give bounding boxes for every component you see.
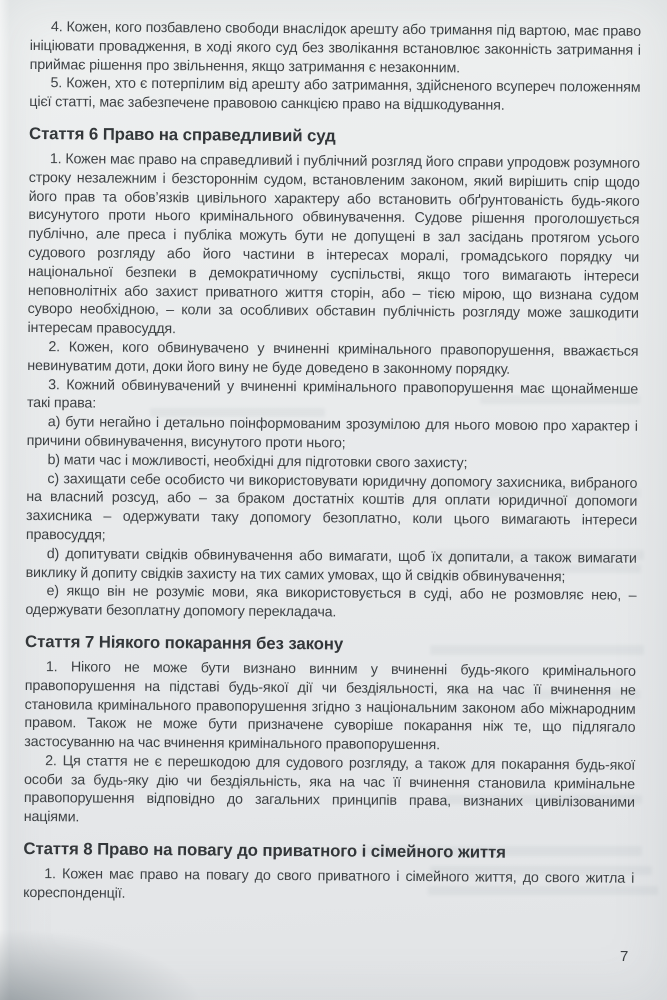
article-6-heading: Стаття 6 Право на справедливий суд <box>29 123 336 146</box>
article-8-paragraph-1: 1. Кожен має право на повагу до свого приватного і сімейного життя, до свого житла і кореспонденції. <box>23 866 635 902</box>
article-6-item-b: b) мати час і можливості, необхідні для підготовки свого захисту; <box>47 451 468 472</box>
article-6-paragraph-1: 1. Кожен має право на справедливий і публічний розгляд його справи упродовж розумного строку незалежним і безстороннім судом, встановленим законом, який вирішить спір щодо його прав та обов’язків цивільного характеру або встановить обґрунтованість будь-якого висунутого проти нього кримінального обвинувачення. Судове рішення проголошується публічно, але преса і публіка можуть бути не допущені в зал засідань протягом усього судового розгляду або його частини в інтересах моралі, громадського порядку чи національної безпеки в демократичному суспільстві, якщо того вимагають інтереси неповнолітніх або захист приватного життя сторін, або – тією мірою, що визнана судом суворо необхідною, – коли за особливих обставин публічність розгляду може зашкодити інтересам правосуддя. <box>27 151 640 338</box>
article-6-paragraph-2: 2. Кожен, кого обвинувачено у вчиненні кримінального правопорушення, вважається невинуватим доти, доки його вину не буде доведено в законному порядку. <box>27 339 639 378</box>
article-6-item-e: e) якщо він не розуміє мови, яка використовується в суді, або не розмовляє нею, – одержувати безоплатну допомогу перекладача. <box>25 583 637 621</box>
article-5-paragraph-5: 5. Кожен, хто є потерпілим від арешту або затримання, здійсненого всупереч положенням цієї статті, має забезпечене правовою санкцією право на відшкодування. <box>29 75 641 114</box>
article-6-item-a: a) бути негайно і детально поінформованим зрозумілою для нього мовою про характер і причини обвинувачення, висунутого проти нього; <box>26 414 638 452</box>
page-number: 7 <box>620 948 629 965</box>
article-6-item-d: d) допитувати свідків обвинувачення або вимагати, щоб їх допитали, а також вимагати виклику й допиту свідків захисту на тих самих умовах, що й свідків обвинувачення; <box>25 545 637 585</box>
article-7-paragraph-2: 2. Ця стаття не є перешкодою для судового розгляду, а також для покарання будь-якої особи за будь-яку дію чи бездіяльність, яка на час її вчинення становила кримінальне правопорушення відповідно до загальних принципів права, визнаних цивілізованими націями. <box>23 753 636 826</box>
scan-corner-shadow <box>0 930 200 1000</box>
article-6-item-c: c) захищати себе особисто чи використовувати юридичну допомогу захисника, вибраного на власний розсуд, або – за браком достатніх коштів для оплати юридичної допомоги захисника – одержувати таку допомогу безоплатно, коли цього вимагають інтереси правосуддя; <box>25 470 638 544</box>
article-6-paragraph-3: 3. Кожний обвинувачений у вчиненні кримінального правопорушення має щонайменше такі права: <box>26 376 639 412</box>
scan-edge-highlight <box>0 0 10 1000</box>
article-7-paragraph-1: 1. Нікого не може бути визнано винним у вчиненні будь-якого кримінального правопорушення на підставі будь-якої дії чи бездіяльності, яка на час її вчинення не становила кримінального правопорушення згідно з національним законом або міжнародним правом. Також не може бути призначене суворіше покарання ніж те, що підлягало застосуванню на час вчинення кримінального правопорушення. <box>24 659 636 754</box>
page-content <box>23 18 641 907</box>
article-7-heading: Стаття 7 Ніякого покарання без закону <box>25 631 344 654</box>
article-5-paragraph-4: 4. Кожен, кого позбавлено свободи внаслідок арешту або тримання під вартою, має право ініціювати провадження, в ході якого суд без зволікання встановлює законність затримання і приймає рішення про звільнення, якщо затримання є незаконним. <box>29 19 641 76</box>
article-8-heading: Стаття 8 Право на повагу до приватного і сімейного життя <box>23 839 506 862</box>
